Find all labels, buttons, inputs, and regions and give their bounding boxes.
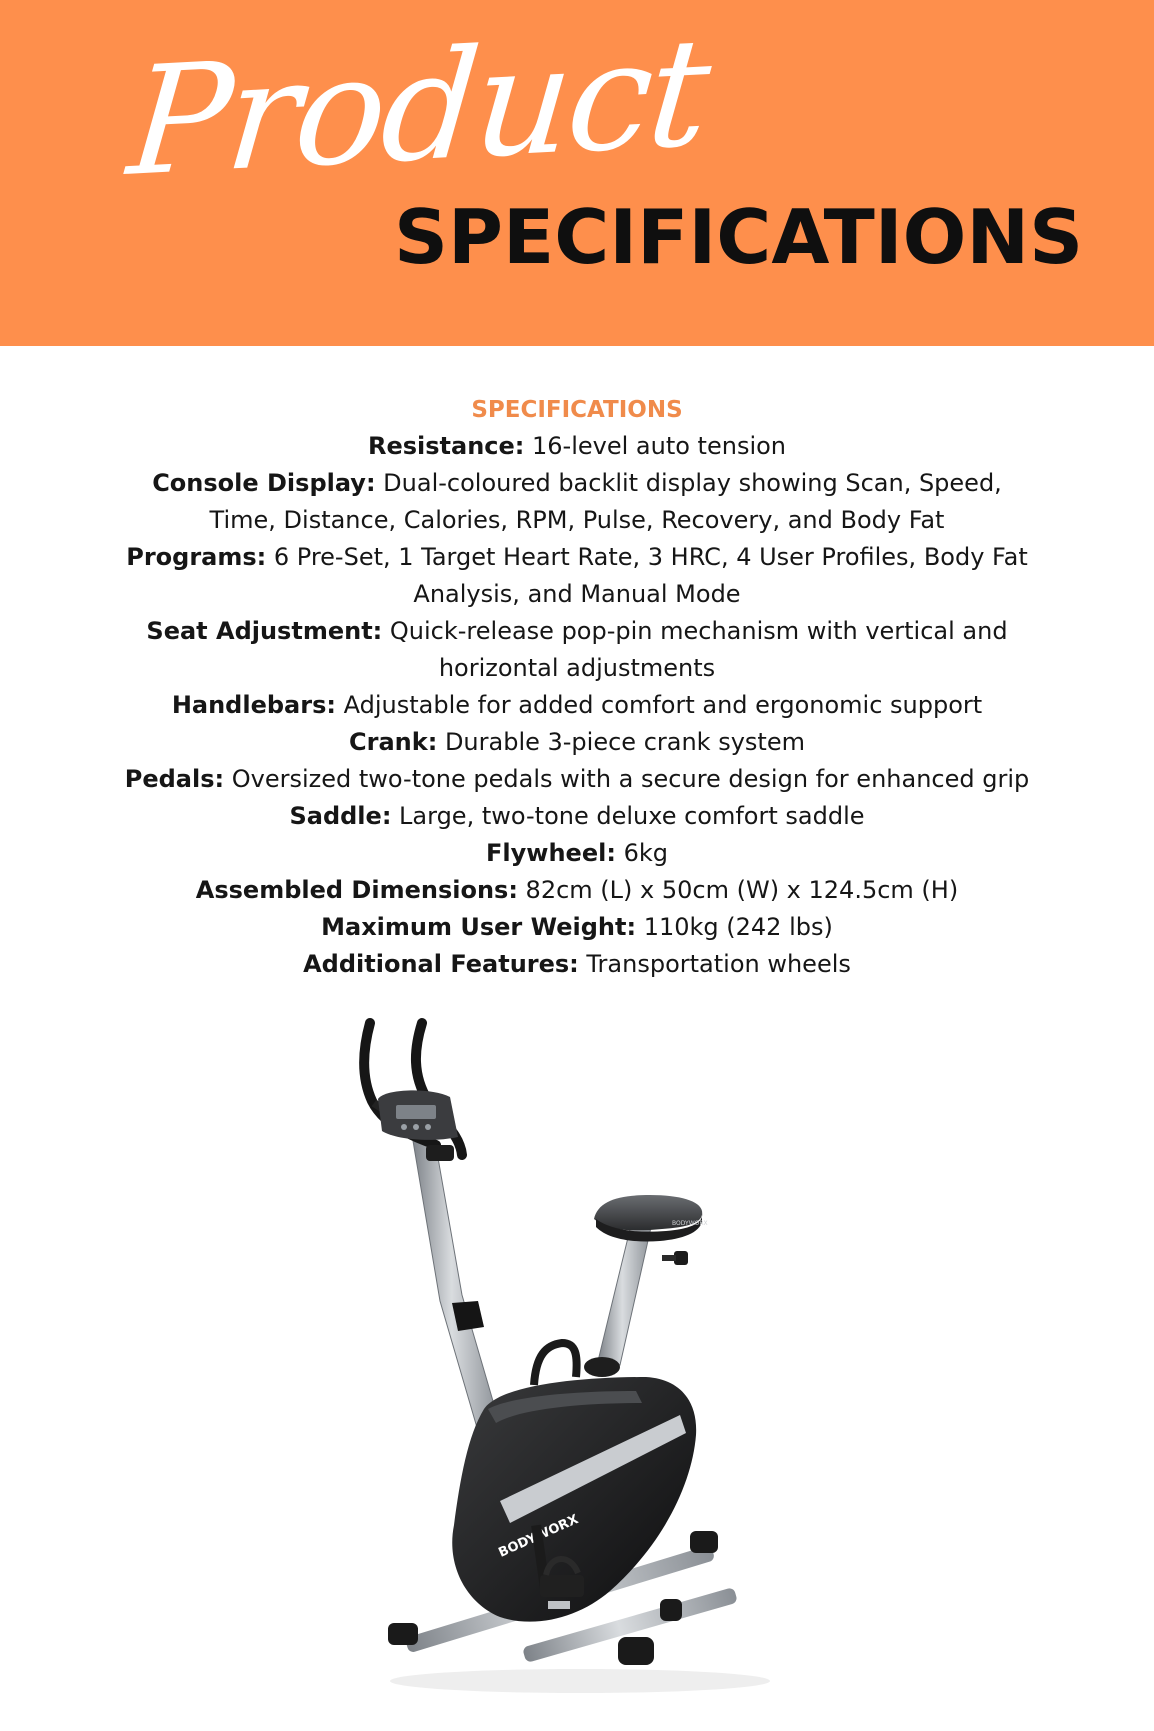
spec-label: Flywheel: [486,839,616,867]
seat-post [598,1221,688,1365]
spec-value: Adjustable for added comfort and ergonomic support [335,691,983,719]
script-title: Product [122,6,713,210]
spec-value: 16-level auto tension [524,432,787,460]
spec-label: Resistance: [367,432,525,460]
seat-brand-text: BODYWORX [672,1220,708,1227]
spec-programs [60,539,1094,576]
spec-label: Pedals: [124,765,225,793]
spec-value: Durable 3-piece crank system [437,728,805,756]
spec-label: Crank: [349,728,438,756]
spec-crank [60,724,1094,761]
header-banner [0,0,1154,346]
spec-resistance [60,428,1094,465]
spec-value: 6kg [615,839,668,867]
spec-assembled-dimensions [60,872,1094,909]
spec-console-display-cont [60,502,1094,539]
spec-programs-cont [60,576,1094,613]
seat [594,1195,708,1241]
spec-label: Assembled Dimensions: [195,876,518,904]
spec-max-user-weight [60,909,1094,946]
spec-console-display [60,465,1094,502]
spec-value-cont: Time, Distance, Calories, RPM, Pulse, Recovery, and Body Fat [209,506,945,534]
spec-pedals [60,761,1094,798]
spec-value: Oversized two-tone pedals with a secure design for enhanced grip [224,765,1030,793]
spec-value-cont: horizontal adjustments [438,654,716,682]
spec-label: Seat Adjustment: [146,617,383,645]
spec-label: Maximum User Weight: [321,913,637,941]
spec-value-cont: Analysis, and Manual Mode [413,580,741,608]
front-post [412,1135,500,1431]
spec-label: Console Display: [152,469,376,497]
spec-value: 110kg (242 lbs) [636,913,833,941]
spec-flywheel [60,835,1094,872]
spec-label: Programs: [126,543,267,571]
spec-value: 82cm (L) x 50cm (W) x 124.5cm (H) [517,876,959,904]
spec-seat-adjustment-cont [60,650,1094,687]
spec-additional-features [60,946,1094,983]
exercise-bike-image [350,1005,800,1705]
spec-handlebars [60,687,1094,724]
spec-label: Saddle: [289,802,392,830]
spec-value: Quick-release pop-pin mechanism with vertical and [382,617,1008,645]
spec-value: 6 Pre-Set, 1 Target Heart Rate, 3 HRC, 4 User Profiles, Body Fat [266,543,1028,571]
specifications-list [60,392,1094,983]
page-title: SPECIFICATIONS [394,193,1084,281]
spec-label: Handlebars: [171,691,336,719]
spec-seat-adjustment [60,613,1094,650]
specs-heading: SPECIFICATIONS [471,397,683,423]
spec-saddle [60,798,1094,835]
console [378,1090,458,1139]
spec-value: Transportation wheels [578,950,851,978]
spec-value: Large, two-tone deluxe comfort saddle [391,802,865,830]
spec-value: Dual-coloured backlit display showing Scan, Speed, [375,469,1002,497]
spec-label: Additional Features: [303,950,579,978]
